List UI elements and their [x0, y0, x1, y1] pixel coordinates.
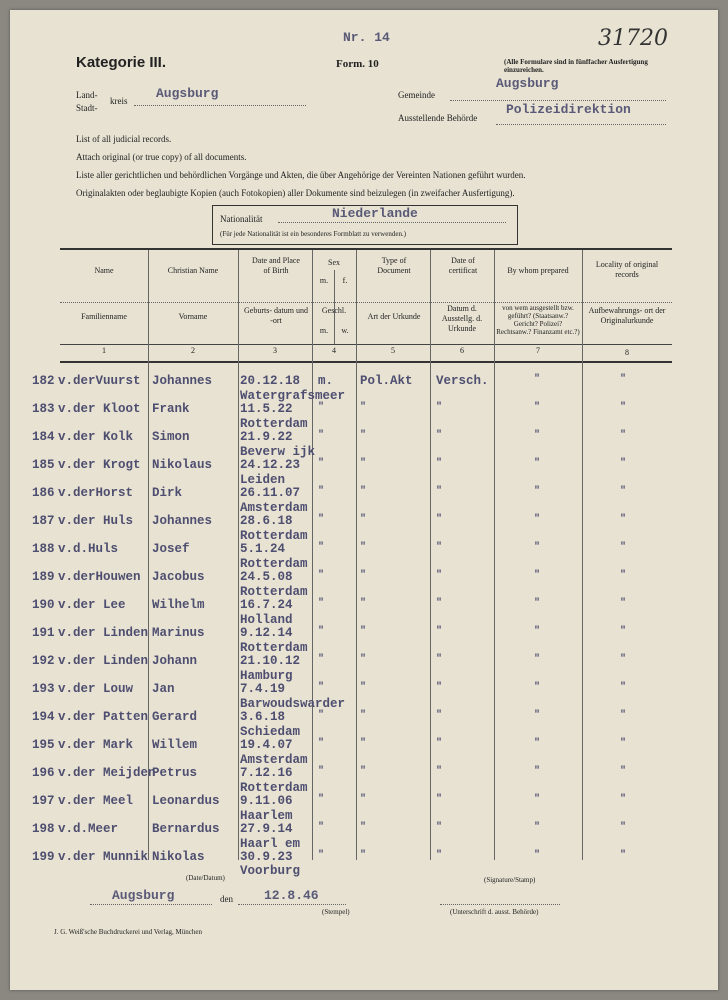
stempel-caption: (Stempel) — [322, 908, 350, 916]
row-birth-place: Rotterdam — [240, 529, 308, 543]
col-number-3: 3 — [273, 346, 277, 355]
row-number: 194 — [32, 710, 55, 724]
row-number: 187 — [32, 514, 55, 528]
col-header-sex-m-de: m. — [319, 326, 329, 335]
row-birth-date: 24.5.08 — [240, 570, 293, 584]
row-birth-place: Rotterdam — [240, 781, 308, 795]
row-certificate-date: " — [436, 766, 443, 777]
row-number: 182 — [32, 374, 55, 388]
row-locality: " — [620, 822, 627, 833]
row-document-type: " — [360, 766, 367, 777]
row-certificate-date: " — [436, 850, 443, 861]
col-number-8: 8 — [625, 348, 629, 357]
row-birth-date: 3.6.18 — [240, 710, 286, 724]
row-birth-place: Beverw ijk — [240, 445, 316, 459]
row-certificate-date: " — [436, 514, 443, 525]
row-document-type: " — [360, 430, 367, 441]
table-row — [10, 753, 718, 794]
row-birth-place: Schiedam — [240, 725, 301, 739]
row-prepared-by: " — [534, 570, 541, 581]
row-locality: " — [620, 710, 627, 721]
nationality-dotted-line — [278, 222, 506, 223]
row-family-name: v.der Kolk — [58, 430, 134, 444]
row-family-name: v.der Mark — [58, 738, 134, 752]
land-label: Land- — [76, 90, 98, 100]
submission-instruction: (Alle Formulare sind in fünffacher Ausfertigung einzureichen. — [504, 58, 648, 74]
row-number: 198 — [32, 822, 55, 836]
row-prepared-by: " — [534, 850, 541, 861]
row-birth-place: Barwoudswarder — [240, 697, 346, 711]
row-certificate-date: Versch. — [436, 374, 489, 388]
col-number-1: 1 — [102, 346, 106, 355]
row-first-name: Johann — [152, 654, 198, 668]
row-prepared-by: " — [534, 486, 541, 497]
row-first-name: Simon — [152, 430, 190, 444]
row-birth-place: Hamburg — [240, 669, 293, 683]
row-first-name: Jan — [152, 682, 175, 696]
row-certificate-date: " — [436, 794, 443, 805]
intro-line-3: Liste aller gerichtlichen und behördlichen Vorgänge und Akten, die über Angehörige der Vereinten Nationen geführt wurden. — [76, 170, 526, 180]
row-birth-date: 9.11.06 — [240, 794, 293, 808]
col-number-4: 4 — [332, 346, 336, 355]
col-header-birth-en: Date and Place of Birth — [252, 256, 300, 275]
behoerde-dotted-line — [496, 124, 666, 125]
date-caption: (Date/Datum) — [186, 874, 225, 882]
row-certificate-date: " — [436, 430, 443, 441]
col-header-name-en: Name — [94, 266, 114, 275]
row-first-name: Gerard — [152, 710, 198, 724]
row-first-name: Johannes — [152, 374, 213, 388]
row-locality: " — [620, 682, 627, 693]
row-sex: " — [318, 570, 325, 581]
row-birth-place: Leiden — [240, 473, 286, 487]
col-header-cert-de: Datum d. Ausstellg. d. Urkunde — [441, 304, 483, 333]
header-bottom-border — [60, 361, 672, 363]
row-document-type: " — [360, 626, 367, 637]
col-header-cert-en: Date of certificat — [448, 256, 478, 275]
col-header-sex-m: m. — [319, 276, 329, 285]
row-sex: " — [318, 766, 325, 777]
behoerde-value: Polizeidirektion — [506, 102, 631, 117]
header-divider — [60, 302, 672, 303]
printer-imprint: J. G. Weiß'sche Buchdruckerei und Verlag, München — [54, 928, 202, 936]
row-birth-date: 9.12.14 — [240, 626, 293, 640]
row-document-type: " — [360, 850, 367, 861]
row-first-name: Josef — [152, 542, 190, 556]
handwritten-number: 31720 — [598, 26, 668, 51]
col-header-doctype-en: Type of Document — [377, 256, 411, 275]
col-header-doctype-de: Art der Urkunde — [367, 312, 421, 321]
row-document-type: " — [360, 682, 367, 693]
row-birth-date: 30.9.23 — [240, 850, 293, 864]
row-birth-place: Haarl em — [240, 837, 301, 851]
row-sex: " — [318, 402, 325, 413]
row-number: 184 — [32, 430, 55, 444]
row-sex: " — [318, 794, 325, 805]
row-number: 183 — [32, 402, 55, 416]
row-sex: " — [318, 738, 325, 749]
row-certificate-date: " — [436, 626, 443, 637]
kreis-dotted-line — [134, 105, 306, 106]
row-document-type: " — [360, 822, 367, 833]
document-sheet — [10, 10, 718, 990]
table-row — [10, 417, 718, 458]
stadt-label: Stadt- — [76, 103, 98, 113]
row-sex: m. — [318, 374, 334, 388]
row-birth-date: 16.7.24 — [240, 598, 293, 612]
category-title: Kategorie III. — [76, 54, 167, 71]
form-number-stamp: Nr. 14 — [343, 30, 390, 45]
row-certificate-date: " — [436, 682, 443, 693]
row-family-name: v.der Meel — [58, 794, 134, 808]
gemeinde-value: Augsburg — [496, 76, 559, 91]
row-sex: " — [318, 458, 325, 469]
row-document-type: " — [360, 402, 367, 413]
row-family-name: v.der Meijden — [58, 766, 156, 780]
row-sex: " — [318, 682, 325, 693]
footer-date: 12.8.46 — [264, 888, 319, 903]
row-prepared-by: " — [534, 514, 541, 525]
unterschrift-caption: (Unterschrift d. ausst. Behörde) — [450, 908, 539, 916]
row-birth-date: 7.4.19 — [240, 682, 286, 696]
row-family-name: v.derHorst — [58, 486, 134, 500]
row-prepared-by: " — [534, 822, 541, 833]
row-locality: " — [620, 598, 627, 609]
row-birth-date: 11.5.22 — [240, 402, 293, 416]
table-row — [10, 837, 718, 878]
row-birth-place: Rotterdam — [240, 557, 308, 571]
row-number: 196 — [32, 766, 55, 780]
row-locality: " — [620, 486, 627, 497]
col-header-christian-en: Christian Name — [167, 266, 219, 275]
row-first-name: Johannes — [152, 514, 213, 528]
row-prepared-by: " — [534, 374, 541, 385]
row-document-type: " — [360, 486, 367, 497]
footer-den: den — [220, 894, 233, 904]
row-first-name: Nikolaus — [152, 458, 213, 472]
row-certificate-date: " — [436, 654, 443, 665]
row-number: 190 — [32, 598, 55, 612]
table-row — [10, 781, 718, 822]
col-header-birth-de: Geburts- datum und -ort — [244, 306, 308, 325]
row-family-name: v.der Lee — [58, 598, 126, 612]
row-family-name: v.der Huls — [58, 514, 134, 528]
row-prepared-by: " — [534, 766, 541, 777]
row-sex: " — [318, 822, 325, 833]
table-row — [10, 669, 718, 710]
row-locality: " — [620, 514, 627, 525]
row-family-name: v.der Linden — [58, 654, 149, 668]
row-prepared-by: " — [534, 794, 541, 805]
row-prepared-by: " — [534, 402, 541, 413]
row-document-type: " — [360, 794, 367, 805]
behoerde-label: Ausstellende Behörde — [398, 113, 478, 123]
col-number-2: 2 — [191, 346, 195, 355]
table-row — [10, 809, 718, 850]
row-prepared-by: " — [534, 682, 541, 693]
row-locality: " — [620, 542, 627, 553]
col-header-name-de: Familienname — [81, 312, 127, 321]
row-document-type: " — [360, 458, 367, 469]
row-first-name: Jacobus — [152, 570, 205, 584]
gemeinde-label: Gemeinde — [398, 90, 435, 100]
row-document-type: Pol.Akt — [360, 374, 413, 388]
row-family-name: v.der Linden — [58, 626, 149, 640]
row-birth-place: Amsterdam — [240, 501, 308, 515]
col-number-5: 5 — [391, 346, 395, 355]
row-birth-place: Watergrafsmeer — [240, 389, 346, 403]
row-birth-place: Amsterdam — [240, 753, 308, 767]
row-sex: " — [318, 710, 325, 721]
col-header-loc-en: Locality of original records — [595, 260, 659, 279]
row-certificate-date: " — [436, 738, 443, 749]
col-header-sex-w: w. — [341, 326, 349, 335]
table-row — [10, 473, 718, 514]
col-header-loc-de: Aufbewahrungs- ort der Originalurkunde — [588, 306, 666, 325]
row-birth-date: 5.1.24 — [240, 542, 286, 556]
row-number: 185 — [32, 458, 55, 472]
row-sex: " — [318, 514, 325, 525]
row-family-name: v.der Munnik — [58, 850, 149, 864]
row-first-name: Marinus — [152, 626, 205, 640]
intro-line-4: Originalakten oder beglaubigte Kopien (auch Fotokopien) aller Dokumente sind beizulegen (in zweifacher Ausfertigung). — [76, 188, 515, 198]
row-birth-date: 24.12.23 — [240, 458, 301, 472]
row-locality: " — [620, 402, 627, 413]
row-locality: " — [620, 738, 627, 749]
row-sex: " — [318, 626, 325, 637]
row-family-name: v.derHouwen — [58, 570, 141, 584]
row-prepared-by: " — [534, 430, 541, 441]
row-certificate-date: " — [436, 598, 443, 609]
row-document-type: " — [360, 738, 367, 749]
row-birth-place: Rotterdam — [240, 641, 308, 655]
row-locality: " — [620, 794, 627, 805]
gemeinde-dotted-line — [450, 100, 666, 101]
table-row — [10, 585, 718, 626]
row-number: 193 — [32, 682, 55, 696]
table-row — [10, 557, 718, 598]
table-top-border — [60, 248, 672, 250]
kreis-value: Augsburg — [156, 86, 219, 101]
row-birth-date: 19.4.07 — [240, 738, 293, 752]
footer-signature-line — [440, 904, 560, 905]
row-family-name: v.der Kloot — [58, 402, 141, 416]
row-certificate-date: " — [436, 486, 443, 497]
row-certificate-date: " — [436, 822, 443, 833]
row-birth-date: 28.6.18 — [240, 514, 293, 528]
intro-line-1: List of all judicial records. — [76, 134, 172, 144]
footer-place-line — [90, 904, 212, 905]
row-first-name: Frank — [152, 402, 190, 416]
form-label: Form. 10 — [336, 58, 379, 70]
row-document-type: " — [360, 514, 367, 525]
row-birth-date: 27.9.14 — [240, 822, 293, 836]
kreis-label: kreis — [110, 96, 128, 106]
col-header-by-en: By whom prepared — [507, 266, 569, 275]
row-birth-place: Rotterdam — [240, 417, 308, 431]
row-locality: " — [620, 850, 627, 861]
table-row — [10, 501, 718, 542]
nationality-value: Niederlande — [332, 206, 418, 221]
row-birth-date: 21.9.22 — [240, 430, 293, 444]
row-number: 191 — [32, 626, 55, 640]
row-prepared-by: " — [534, 626, 541, 637]
row-birth-date: 20.12.18 — [240, 374, 301, 388]
col-header-sex-f: f. — [342, 276, 348, 285]
row-birth-place: Holland — [240, 613, 293, 627]
row-first-name: Willem — [152, 738, 198, 752]
col-header-sex-en: Sex — [328, 258, 340, 267]
row-family-name: v.derVuurst — [58, 374, 141, 388]
table-row — [10, 445, 718, 486]
row-locality: " — [620, 766, 627, 777]
signature-caption: (Signature/Stamp) — [484, 876, 536, 884]
row-prepared-by: " — [534, 654, 541, 665]
row-locality: " — [620, 626, 627, 637]
table-row — [10, 529, 718, 570]
row-first-name: Nikolas — [152, 850, 205, 864]
row-locality: " — [620, 430, 627, 441]
row-locality: " — [620, 374, 627, 385]
row-number: 186 — [32, 486, 55, 500]
row-prepared-by: " — [534, 738, 541, 749]
row-number: 195 — [32, 738, 55, 752]
row-birth-place: Haarlem — [240, 809, 293, 823]
nationality-note: (Für jede Nationalität ist ein besonderes Formblatt zu verwenden.) — [220, 230, 407, 238]
row-locality: " — [620, 654, 627, 665]
row-certificate-date: " — [436, 458, 443, 469]
row-document-type: " — [360, 542, 367, 553]
row-sex: " — [318, 850, 325, 861]
row-document-type: " — [360, 570, 367, 581]
row-prepared-by: " — [534, 458, 541, 469]
row-prepared-by: " — [534, 710, 541, 721]
footer-date-line — [238, 904, 346, 905]
row-number: 199 — [32, 850, 55, 864]
col-header-christian-de: Vorname — [178, 312, 208, 321]
row-birth-date: 21.10.12 — [240, 654, 301, 668]
row-certificate-date: " — [436, 570, 443, 581]
row-first-name: Dirk — [152, 486, 183, 500]
row-birth-place: Rotterdam — [240, 585, 308, 599]
table-row — [10, 641, 718, 682]
row-number: 197 — [32, 794, 55, 808]
table-row — [10, 389, 718, 430]
row-number: 188 — [32, 542, 55, 556]
row-sex: " — [318, 430, 325, 441]
row-family-name: v.der Louw — [58, 682, 134, 696]
row-birth-place-extra: Voorburg — [240, 864, 301, 878]
row-number: 189 — [32, 570, 55, 584]
col-number-7: 7 — [536, 346, 540, 355]
header-divider-numbers — [60, 344, 672, 345]
row-first-name: Bernardus — [152, 822, 220, 836]
footer-place: Augsburg — [112, 888, 175, 903]
row-locality: " — [620, 458, 627, 469]
row-sex: " — [318, 542, 325, 553]
row-certificate-date: " — [436, 710, 443, 721]
table-row — [10, 697, 718, 738]
table-row — [10, 613, 718, 654]
table-row — [10, 725, 718, 766]
row-sex: " — [318, 598, 325, 609]
row-number: 192 — [32, 654, 55, 668]
row-sex: " — [318, 654, 325, 665]
row-first-name: Wilhelm — [152, 598, 205, 612]
row-document-type: " — [360, 598, 367, 609]
row-document-type: " — [360, 710, 367, 721]
row-sex: " — [318, 486, 325, 497]
intro-line-2: Attach original (or true copy) of all documents. — [76, 152, 247, 162]
row-family-name: v.der Krogt — [58, 458, 141, 472]
row-birth-date: 7.12.16 — [240, 766, 293, 780]
col-header-by-de: von wem ausgestellt bzw. geführt? (Staatsanw.? Gericht? Polizei? Rechtsanw.? Finanzamt etc.?) — [496, 304, 580, 336]
nationality-label: Nationalität — [220, 214, 263, 224]
col-header-sex-de: Geschl. — [321, 306, 347, 315]
row-family-name: v.der Patten — [58, 710, 149, 724]
row-prepared-by: " — [534, 542, 541, 553]
row-first-name: Leonardus — [152, 794, 220, 808]
table-row — [10, 374, 718, 402]
row-locality: " — [620, 570, 627, 581]
row-family-name: v.d.Meer — [58, 822, 119, 836]
col-number-6: 6 — [460, 346, 464, 355]
row-first-name: Petrus — [152, 766, 198, 780]
row-document-type: " — [360, 654, 367, 665]
row-prepared-by: " — [534, 598, 541, 609]
row-certificate-date: " — [436, 542, 443, 553]
row-family-name: v.d.Huls — [58, 542, 119, 556]
row-certificate-date: " — [436, 402, 443, 413]
row-birth-date: 26.11.07 — [240, 486, 301, 500]
